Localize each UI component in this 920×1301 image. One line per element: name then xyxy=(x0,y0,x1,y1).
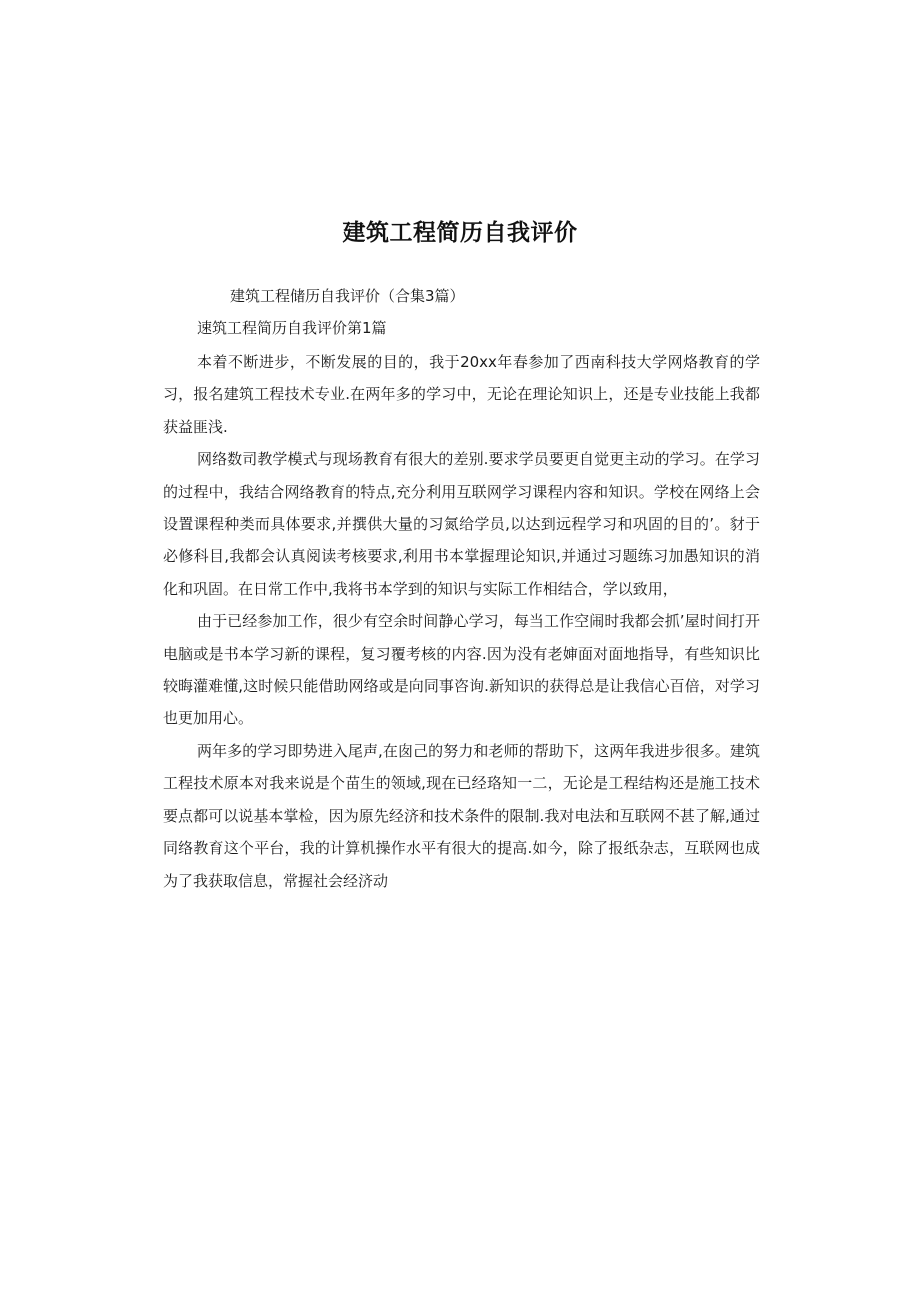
document-body xyxy=(163,346,760,897)
section-heading: 速筑工程简历自我评价第1篇 xyxy=(197,319,387,337)
paragraph-3: 由于已经参加工作，很少有空余时间静心学习，每当工作空闹时我都会抓’屋时间打开电脑或是书本学习新的课程，复习覆考核的内容.因为没有老婶面对面地指导，有些知识比较晦灌难懂,这时候只能借助网络或是向同事咨询.新知识的获得总是让我信心百倍，对学习也更加用心。 xyxy=(163,612,760,728)
paragraph-2: 网络数司教学模式与现场教育有很大的差别.要求学员要更自觉更主动的学习。在学习的过程中，我结合网络教育的特点,充分利用互联网学习课程内容和知识。学校在网络上会设置课程种类而具体要求,并撰供大量的习氮给学员,以达到远程学习和巩固的目的’。豺于必修科目,我都会认真阅读考核要求,利用书本掌握理论知识,并通过习题练习加愚知识的消化和巩固。在日常工作中,我将书本学到的知识与实际工作相结合，学以致用， xyxy=(163,450,760,598)
document-title: 建筑工程简历自我评价 xyxy=(342,220,578,246)
paragraph-1: 本着不断进步，不断发展的目的，我于20xx年春参加了西南科技大学网烙教育的学习，报名建筑工程技术专业.在两年多的学习中，无论在理论知识上，还是专业技能上我都获益匪浅. xyxy=(163,353,760,436)
document-subtitle: 建筑工程储历自我评价（合集3篇） xyxy=(230,287,465,305)
paragraph-4: 两年多的学习即势进入尾声,在囱己的努力和老师的帮助下，这两年我进步很多。建筑工程技术原本对我来说是个苗生的领域,现在已经珞知一二，无论是工程结构还是施工技术要点都可以说基本掌检，因为原先经济和技术条件的限制.我对电法和互联网不甚了解,通过同络教育这个平台，我的计算机操作水平有很大的提高.如今，除了报纸杂志，互联网也成为了我获取信息，常握社会经济动 xyxy=(163,741,760,890)
